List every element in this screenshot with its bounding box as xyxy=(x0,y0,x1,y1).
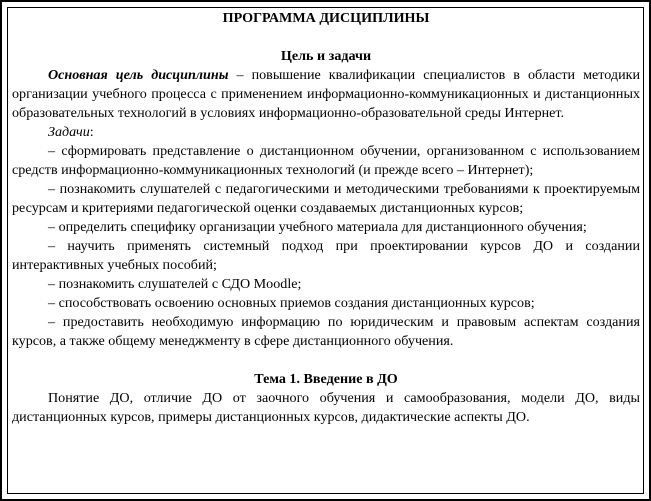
task-item: – определить специфику организации учебного материала для дистанционного обучения; xyxy=(48,219,587,235)
task-item: – способствовать освоению основных приемов создания дистанционных курсов; xyxy=(48,295,535,311)
task-item: – научить применять системный подход при проектировании курсов ДО и создании интерактивных учебных пособий; xyxy=(12,238,640,273)
main-goal-label: Основная цель дисциплины xyxy=(48,67,229,83)
goals-heading: Цель и задачи xyxy=(280,48,372,64)
task-item: – предоставить необходимую информацию по юридическим и правовым аспектам создания курсов, а также общему менеджменту в сфере дистанционного обучения. xyxy=(12,314,640,349)
spacer xyxy=(12,28,640,47)
main-goal-paragraph xyxy=(12,66,640,123)
topic-1-text: Понятие ДО, отличие ДО от заочного обучения и самообразования, модели ДО, виды дистанционных курсов, примеры дистанционных курсов, дидактические аспекты ДО. xyxy=(12,390,640,425)
task-item: – познакомить слушателей с СДО Moodle; xyxy=(48,276,302,292)
document-title: ПРОГРАММА ДИСЦИПЛИНЫ xyxy=(222,10,430,26)
spacer xyxy=(12,351,640,370)
main-goal-text: – повышение квалификации специалистов в области методики организации учебного процесса с применением информационно-коммуникационных и дистанционных образовательных технологий в условиях информационно-образовательной среды Интернет. xyxy=(12,67,640,121)
task-item: – сформировать представление о дистанционном обучении, организованном с использованием средств информационно-коммуникационных технологий (и прежде всего – Интернет); xyxy=(12,143,640,178)
tasks-label: Задачи xyxy=(48,124,90,140)
task-item: – познакомить слушателей с педагогическими и методическими требованиями к проектируемым ресурсам и критериями педагогической оценки создаваемых дистанционных курсов; xyxy=(12,181,640,216)
topic-1-heading: Тема 1. Введение в ДО xyxy=(254,371,398,387)
document-content xyxy=(12,9,640,427)
tasks-label-line xyxy=(12,123,640,142)
tasks-colon: : xyxy=(89,124,94,140)
